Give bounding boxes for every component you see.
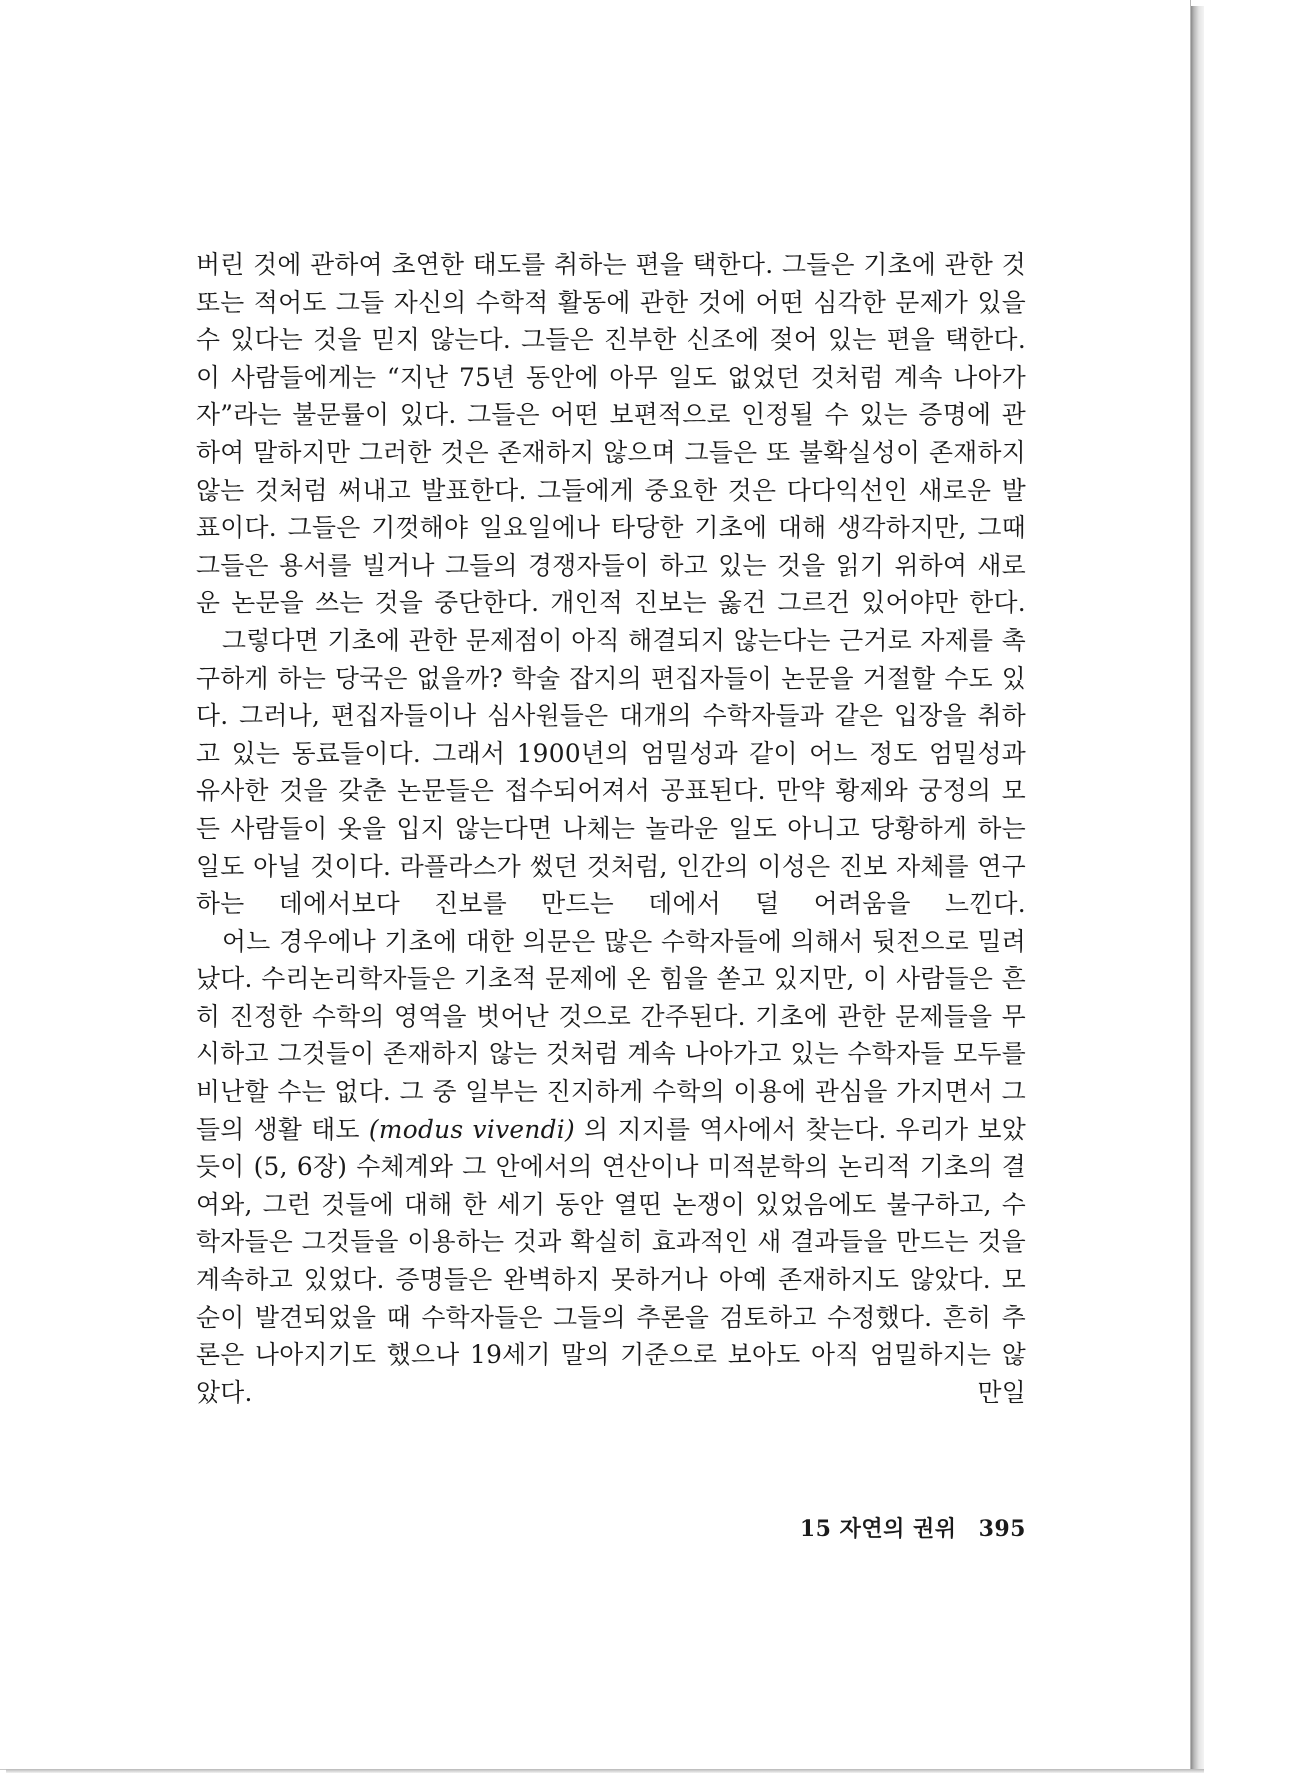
paragraph-3-continued: 의 지지를 역사에서 찾는다. 우리가 보았듯이 (5, 6장) 수체계와 그 안에서의 연산이나 미적분학의 논리적 기초의 결여와, 그런 것들에 대해 한 세기 동안 열띤 논쟁이 있었음에도 불구하고, 수학자들은 그것들을 이용하는 것과 확실히 효과적인 새 결과들을 만드는 것을 계속하고 있었다. 증명들은 완벽하지 못하거나 아예 존재하지도 않았다. 모순이 발견되었을 때 수학자들은 그들의 추론을 검토하고 수정했다. 흔히 추론은 나아지기도 했으나 19세기 말의 기준으로 보아도 아직 엄밀하지는 않았다. 만일	[196, 1114, 1027, 1407]
paragraph-3-text: 어느 경우에나 기초에 대한 의문은 많은 수학자들에 의해서 뒷전으로 밀려났다. 수리논리학자들은 기초적 문제에 온 힘을 쏟고 있지만, 이 사람들은 흔히 진정한 수학의 영역을 벗어난 것으로 간주된다. 기초에 관한 문제들을 무시하고 그것들이 존재하지 않는 것처럼 계속 나아가고 있는 수학자들 모두를 비난할 수는 없다. 그 중 일부는 진지하게 수학의 이용에 관심을 가지면서 그들의 생활 태도	[196, 926, 1026, 1144]
paragraph-2: 그렇다면 기초에 관한 문제점이 아직 해결되지 않는다는 근거로 자제를 촉구하게 하는 당국은 없을까? 학술 잡지의 편집자들이 논문을 거절할 수도 있다. 그러나, 편집자들이나 심사원들은 대개의 수학자들과 같은 입장을 취하고 있는 동료들이다. 그래서 1900년의 엄밀성과 같이 어느 정도 엄밀성과 유사한 것을 갖춘 논문들은 접수되어져서 공표된다. 만약 황제와 궁정의 모든 사람들이 옷을 입지 않는다면 나체는 놀라운 일도 아니고 당황하게 하는 일도 아닐 것이다. 라플라스가 썼던 것처럼, 인간의 이성은 진보 자체를 연구하는 데에서보다 진보를 만드는 데에서 덜 어려움을 느낀다.	[196, 625, 1026, 919]
page-footer	[756, 1512, 1026, 1543]
paragraph-1: 버린 것에 관하여 초연한 태도를 취하는 편을 택한다. 그들은 기초에 관한 것 또는 적어도 그들 자신의 수학적 활동에 관한 것에 어떤 심각한 문제가 있을 수 있다는 것을 믿지 않는다. 그들은 진부한 신조에 젖어 있는 편을 택한다. 이 사람들에게는 “지난 75년 동안에 아무 일도 없었던 것처럼 계속 나아가자”라는 불문률이 있다. 그들은 어떤 보편적으로 인정될 수 있는 증명에 관하여 말하지만 그러한 것은 존재하지 않으며 그들은 또 불확실성이 존재하지 않는 것처럼 써내고 발표한다. 그들에게 중요한 것은 다다익선인 새로운 발표이다. 그들은 기껏해야 일요일에나 타당한 기초에 대해 생각하지만, 그때 그들은 용서를 빌거나 그들의 경쟁자들이 하고 있는 것을 읽기 위하여 새로운 논문을 쓰는 것을 중단한다. 개인적 진보는 옳건 그르건 있어야만 한다.	[196, 250, 1026, 618]
latin-phrase: (modus vivendi)	[368, 1114, 576, 1144]
chapter-title: 15 자연의 권위	[799, 1516, 957, 1542]
page-number: 395	[978, 1516, 1026, 1542]
body-text	[196, 246, 1026, 1411]
page-edge-shadow	[1191, 6, 1204, 1773]
paragraph-3	[196, 923, 1026, 1412]
page-bottom-shadow	[6, 1769, 1204, 1773]
